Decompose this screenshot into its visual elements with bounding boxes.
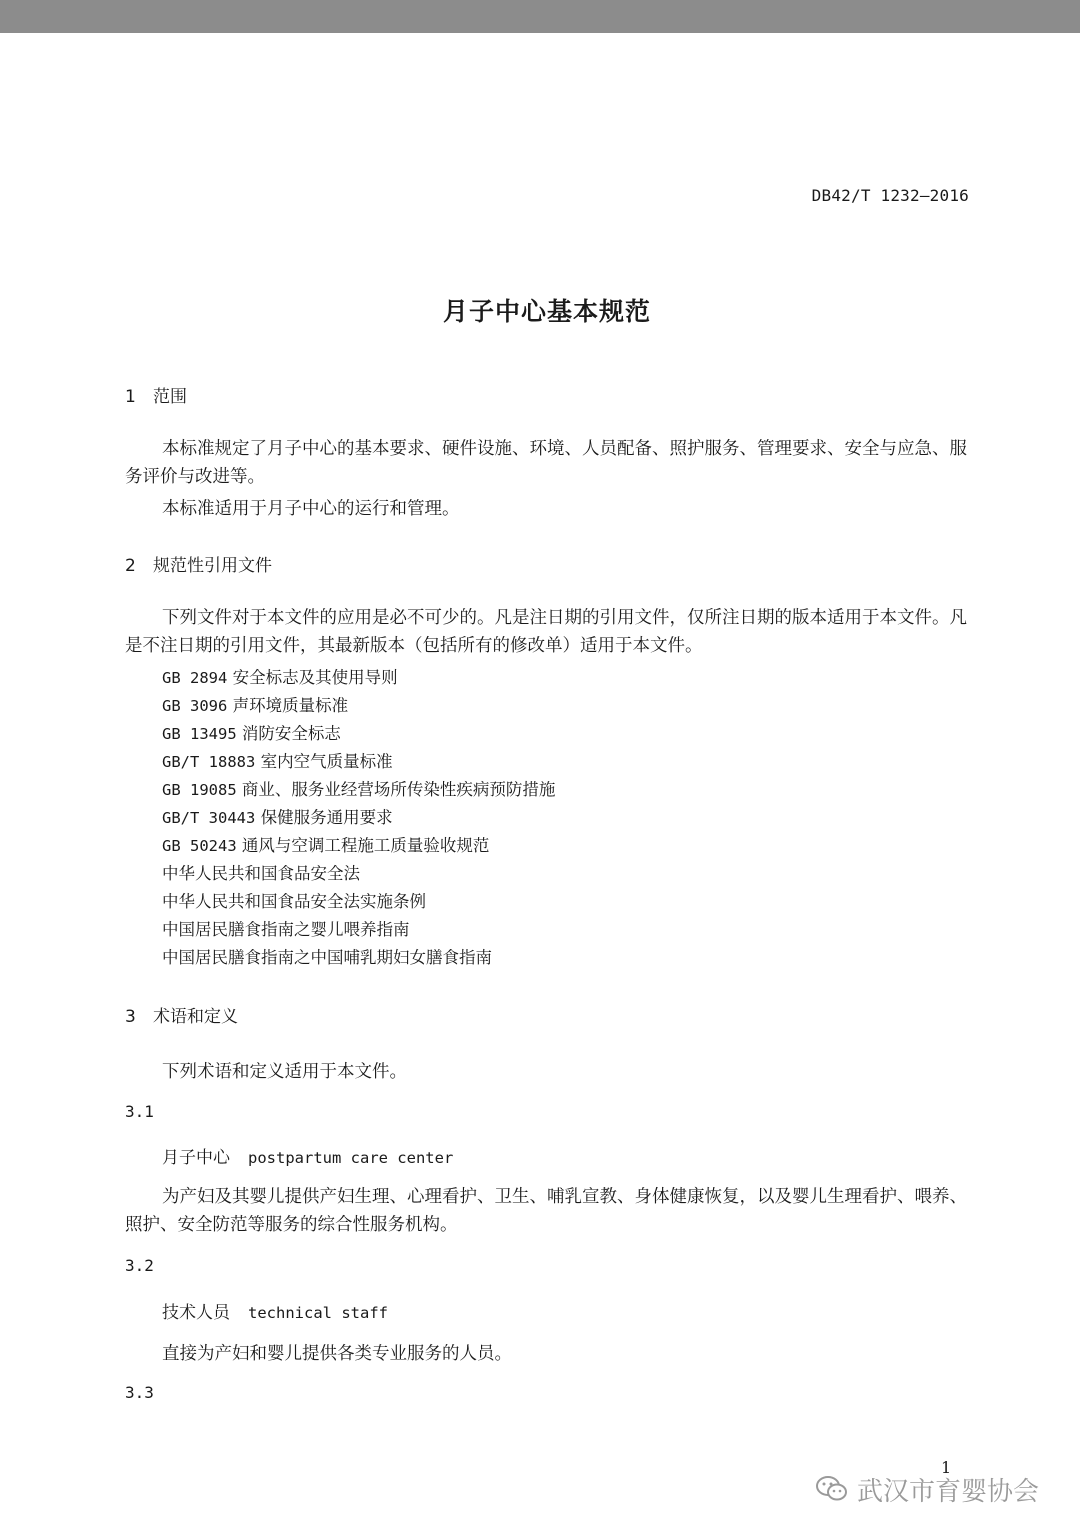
section-1-paragraph-2: 本标准适用于月子中心的运行和管理。 <box>162 499 460 519</box>
wechat-icon <box>815 1474 849 1504</box>
section-heading-1 <box>125 382 187 407</box>
document-code: DB42/T 1232—2016 <box>811 186 969 205</box>
reference-name: 中国居民膳食指南之中国哺乳期妇女膳食指南 <box>162 948 492 967</box>
reference-item <box>162 776 555 800</box>
section-title: 范围 <box>153 387 187 407</box>
reference-name: 中华人民共和国食品安全法实施条例 <box>162 892 426 911</box>
section-title: 规范性引用文件 <box>153 556 272 576</box>
reference-item <box>162 944 492 968</box>
term-heading <box>162 1298 388 1323</box>
term-zh: 技术人员 <box>162 1303 230 1323</box>
watermark <box>815 1472 1039 1506</box>
reference-name: 室内空气质量标准 <box>260 752 393 771</box>
reference-code: GB 13495 <box>162 725 237 743</box>
clause-number: 3.2 <box>125 1256 154 1275</box>
reference-name: 中国居民膳食指南之婴儿喂养指南 <box>162 920 410 939</box>
section-number: 1 <box>125 387 136 407</box>
term-en: postpartum care center <box>248 1149 454 1167</box>
reference-code: GB 3096 <box>162 697 228 715</box>
top-bar <box>0 0 1080 33</box>
reference-name: 保健服务通用要求 <box>260 808 393 827</box>
reference-code: GB 19085 <box>162 781 237 799</box>
reference-name: 安全标志及其使用导则 <box>232 668 398 687</box>
reference-name: 中华人民共和国食品安全法 <box>162 864 360 883</box>
reference-item <box>162 664 398 688</box>
section-2-paragraph-1: 下列文件对于本文件的应用是必不可少的。凡是注日期的引用文件，仅所注日期的版本适用于本文件。凡是不注日期的引用文件，其最新版本（包括所有的修改单）适用于本文件。 <box>125 608 967 656</box>
reference-code: GB 2894 <box>162 669 228 687</box>
term-heading <box>162 1143 453 1168</box>
reference-code: GB/T 18883 <box>162 753 256 771</box>
reference-name: 商业、服务业经营场所传染性疾病预防措施 <box>241 780 556 799</box>
reference-item <box>162 916 410 940</box>
reference-name: 通风与空调工程施工质量验收规范 <box>241 836 490 855</box>
section-3-intro: 下列术语和定义适用于本文件。 <box>162 1062 407 1082</box>
document-title: 月子中心基本规范 <box>442 297 651 326</box>
clause-number: 3.3 <box>125 1383 154 1402</box>
reference-item <box>162 720 341 744</box>
reference-item <box>162 888 426 912</box>
section-heading-3 <box>125 1002 238 1027</box>
term-definition: 为产妇及其婴儿提供产妇生理、心理看护、卫生、哺乳宣教、身体健康恢复，以及婴儿生理看护、喂养、照护、安全防范等服务的综合性服务机构。 <box>125 1187 967 1235</box>
section-1-paragraph-1: 本标准规定了月子中心的基本要求、硬件设施、环境、人员配备、照护服务、管理要求、安全与应急、服务评价与改进等。 <box>125 439 967 487</box>
reference-item <box>162 832 489 856</box>
reference-name: 消防安全标志 <box>241 724 341 743</box>
section-number: 3 <box>125 1007 136 1027</box>
term-en: technical staff <box>248 1304 388 1322</box>
section-heading-2 <box>125 551 272 576</box>
section-number: 2 <box>125 556 136 576</box>
clause-number: 3.1 <box>125 1102 154 1121</box>
reference-name: 声环境质量标准 <box>232 696 349 715</box>
reference-item <box>162 860 360 884</box>
term-zh: 月子中心 <box>162 1148 230 1168</box>
watermark-text: 武汉市育婴协会 <box>857 1476 1040 1507</box>
reference-code: GB/T 30443 <box>162 809 256 827</box>
reference-item <box>162 692 348 716</box>
reference-item <box>162 804 393 828</box>
page-number: 1 <box>941 1458 952 1477</box>
section-title: 术语和定义 <box>153 1007 238 1027</box>
reference-item <box>162 748 393 772</box>
term-definition: 直接为产妇和婴儿提供各类专业服务的人员。 <box>162 1344 512 1364</box>
reference-code: GB 50243 <box>162 837 237 855</box>
